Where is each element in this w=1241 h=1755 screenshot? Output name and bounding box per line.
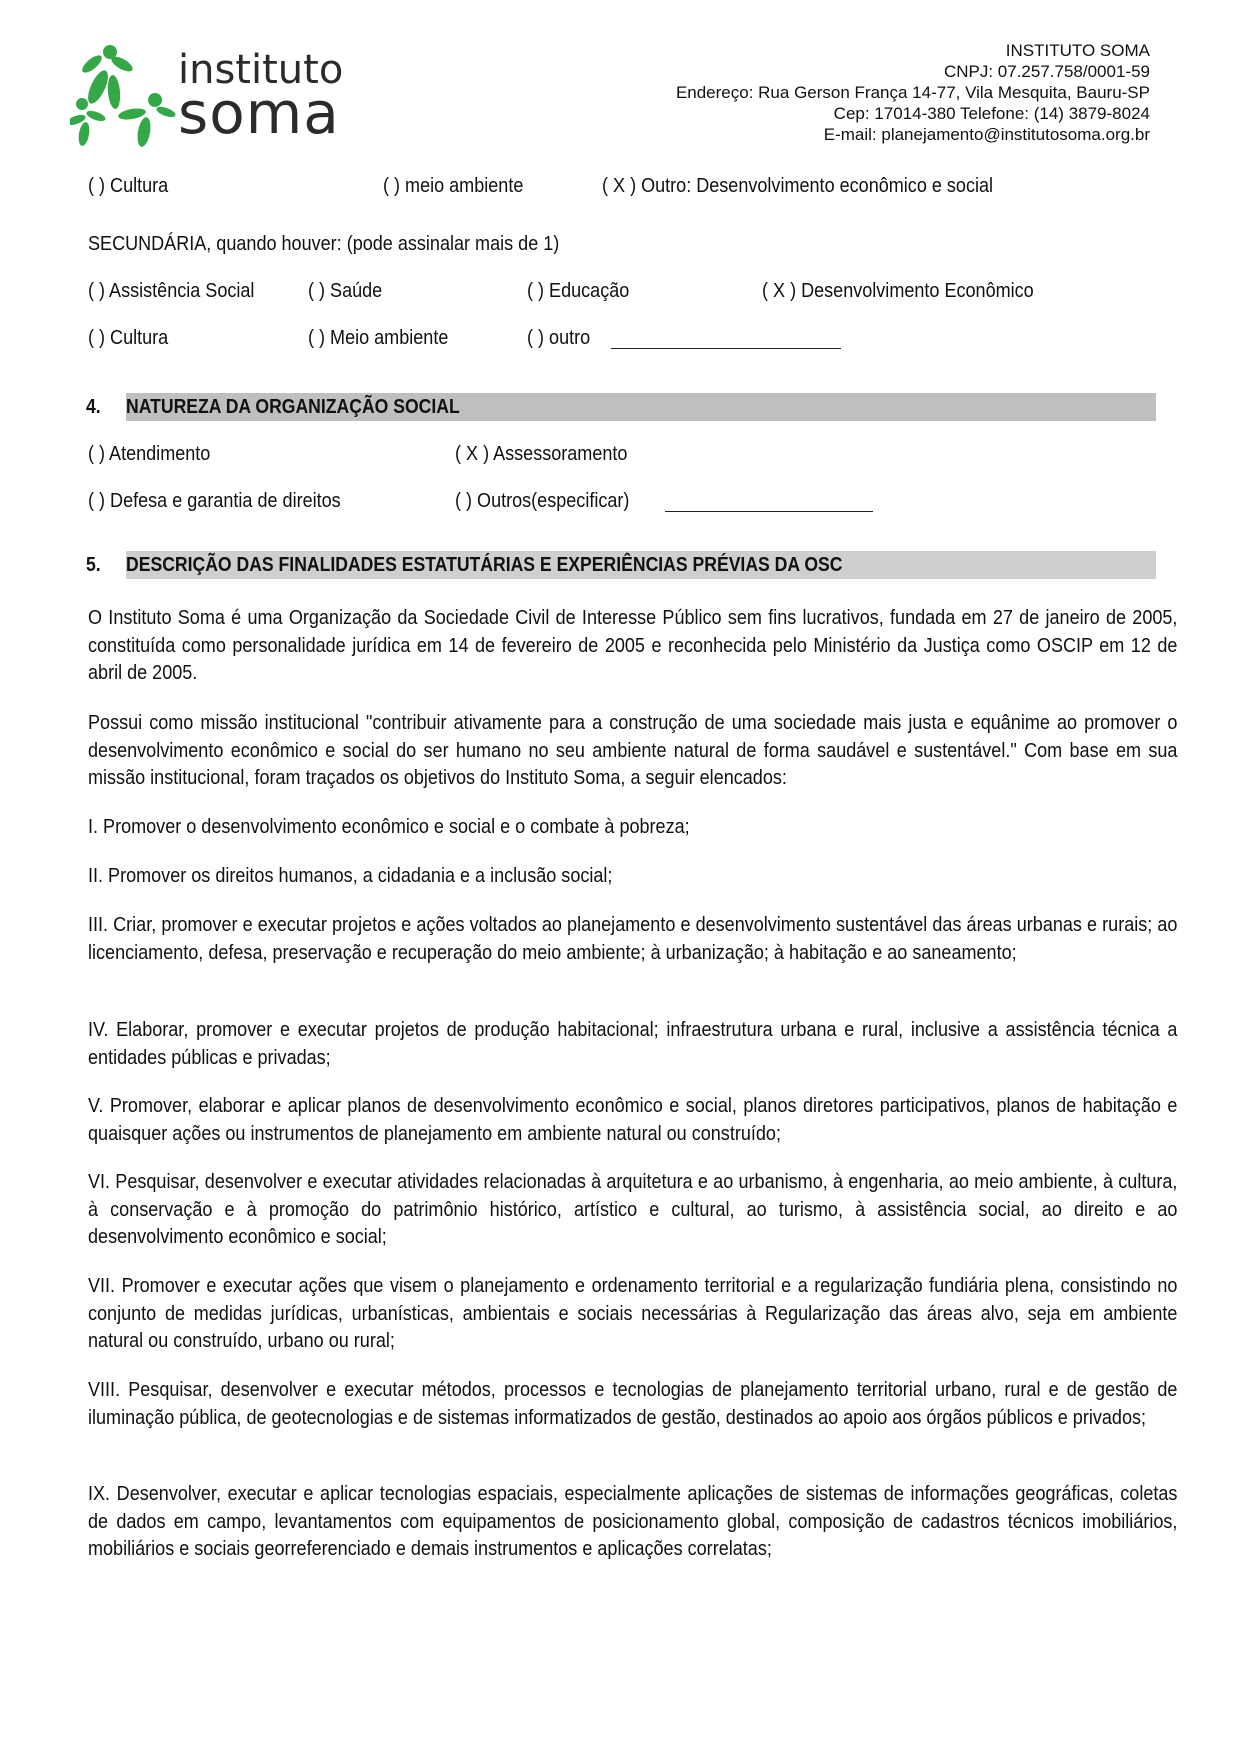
option-assessoramento[interactable]: ( X ) Assessoramento [455, 442, 628, 465]
objective-v: V. Promover, elaborar e aplicar planos de desenvolvimento econômico e social, planos diretores participativos, planos de habitação e quaisquer ações ou instrumentos de planejamento em ambiente natural ou construído; [88, 1094, 1178, 1145]
option-outros-especificar[interactable]: ( ) Outros(especificar) [455, 489, 630, 512]
outro-blank-field[interactable] [611, 330, 841, 349]
organization-info [676, 40, 1150, 145]
objective-viii: VIII. Pesquisar, desenvolver e executar métodos, processos e tecnologias de planejamento territorial urbano, rural e de gestão de iluminação pública, de geotecnologias e de sistemas informatizados de gestão, destinados ao apoio aos órgãos públicos e privados; [88, 1378, 1178, 1429]
secondary-heading: SECUNDÁRIA, quando houver: (pode assinalar mais de 1) [88, 232, 560, 255]
org-cnpj: CNPJ: 07.257.758/0001-59 [943, 62, 1150, 81]
objective-ii: II. Promover os direitos humanos, a cidadania e a inclusão social; [88, 864, 613, 887]
logo-line-1: instituto [178, 47, 344, 93]
option-educacao[interactable]: ( ) Educação [527, 279, 630, 302]
objective-vi: VI. Pesquisar, desenvolver e executar atividades relacionadas à arquitetura e ao urbanismo, à engenharia, ao meio ambiente, à cultura, à conservação e à promoção do patrimônio histórico, artístico e cultural, ao turismo, à assistência social, ao direito e ao desenvolvimento econômico e social; [88, 1170, 1178, 1249]
option-outro-secondary[interactable]: ( ) outro [527, 326, 591, 349]
org-address: Endereço: Rua Gerson França 14-77, Vila Mesquita, Bauru-SP [675, 83, 1150, 102]
objective-i: I. Promover o desenvolvimento econômico e social e o combate à pobreza; [88, 815, 690, 838]
outros-blank-field[interactable] [665, 493, 873, 512]
option-desenvolvimento-economico[interactable]: ( X ) Desenvolvimento Econômico [762, 279, 1034, 302]
logo-wordmark [178, 47, 344, 147]
option-assistencia-social[interactable]: ( ) Assistência Social [88, 279, 255, 302]
option-cultura-secondary[interactable]: ( ) Cultura [88, 326, 169, 349]
section-4-title: NATUREZA DA ORGANIZAÇÃO SOCIAL [126, 396, 460, 418]
institute-logo [70, 42, 370, 152]
option-defesa-direitos[interactable]: ( ) Defesa e garantia de direitos [88, 489, 341, 512]
option-atendimento[interactable]: ( ) Atendimento [88, 442, 211, 465]
objective-ix: IX. Desenvolver, executar e aplicar tecnologias espaciais, especialmente aplicações de sistemas de informações geográficas, coletas de dados em campo, levantamentos com equipamentos de posicionamento global, composição de cadastros técnicos imobiliários, mobiliários e sociais georreferenciado e demais instrumentos e aplicações correlatas; [88, 1482, 1178, 1561]
org-email: E-mail: planejamento@institutosoma.org.br [823, 125, 1150, 144]
paragraph-mission: Possui como missão institucional "contribuir ativamente para a construção de uma sociedade mais justa e equânime ao promover o desenvolvimento econômico e social do ser humano no seu ambiente natural de forma saudável e sustentável." Com base em sua missão institucional, foram traçados os objetivos do Instituto Soma, a seguir elencados: [88, 711, 1178, 790]
org-cep-phone: Cep: 17014-380 Telefone: (14) 3879-8024 [833, 104, 1150, 123]
option-meio-ambiente-secondary[interactable]: ( ) Meio ambiente [308, 326, 449, 349]
objective-iv: IV. Elaborar, promover e executar projetos de produção habitacional; infraestrutura urbana e rural, inclusive a assistência técnica a entidades públicas e privadas; [88, 1018, 1178, 1069]
logo-line-2: soma [178, 79, 340, 147]
objective-iii: III. Criar, promover e executar projetos e ações voltados ao planejamento e desenvolvimento sustentável das áreas urbanas e rurais; ao licenciamento, defesa, preservação e recuperação do meio ambiente; à urbanização; à habitação e ao saneamento; [88, 913, 1178, 964]
option-saude[interactable]: ( ) Saúde [308, 279, 383, 302]
option-outro-desenvolvimento[interactable]: ( X ) Outro: Desenvolvimento econômico e social [602, 174, 994, 197]
option-meio-ambiente[interactable]: ( ) meio ambiente [383, 174, 524, 197]
org-name: INSTITUTO SOMA [1005, 41, 1150, 60]
section-4-number: 4. [86, 396, 101, 418]
section-5-title: DESCRIÇÃO DAS FINALIDADES ESTATUTÁRIAS E EXPERIÊNCIAS PRÉVIAS DA OSC [126, 554, 843, 576]
paragraph-intro: O Instituto Soma é uma Organização da Sociedade Civil de Interesse Público sem fins lucrativos, fundada em 27 de janeiro de 2005, constituída como personalidade jurídica em 14 de fevereiro de 2005 e reconhecida pelo Ministério da Justiça como OSCIP em 12 de abril de 2005. [88, 606, 1178, 685]
objective-vii: VII. Promover e executar ações que visem o planejamento e ordenamento territorial e a regularização fundiária plena, consistindo no conjunto de medidas jurídicas, urbanísticas, ambientais e sociais necessárias à Regularização das áreas alvo, seja em ambiente natural ou construído, urbano ou rural; [88, 1274, 1178, 1353]
section-5-number: 5. [86, 554, 101, 576]
leaf-figures-icon [70, 42, 180, 147]
option-cultura[interactable]: ( ) Cultura [88, 174, 169, 197]
